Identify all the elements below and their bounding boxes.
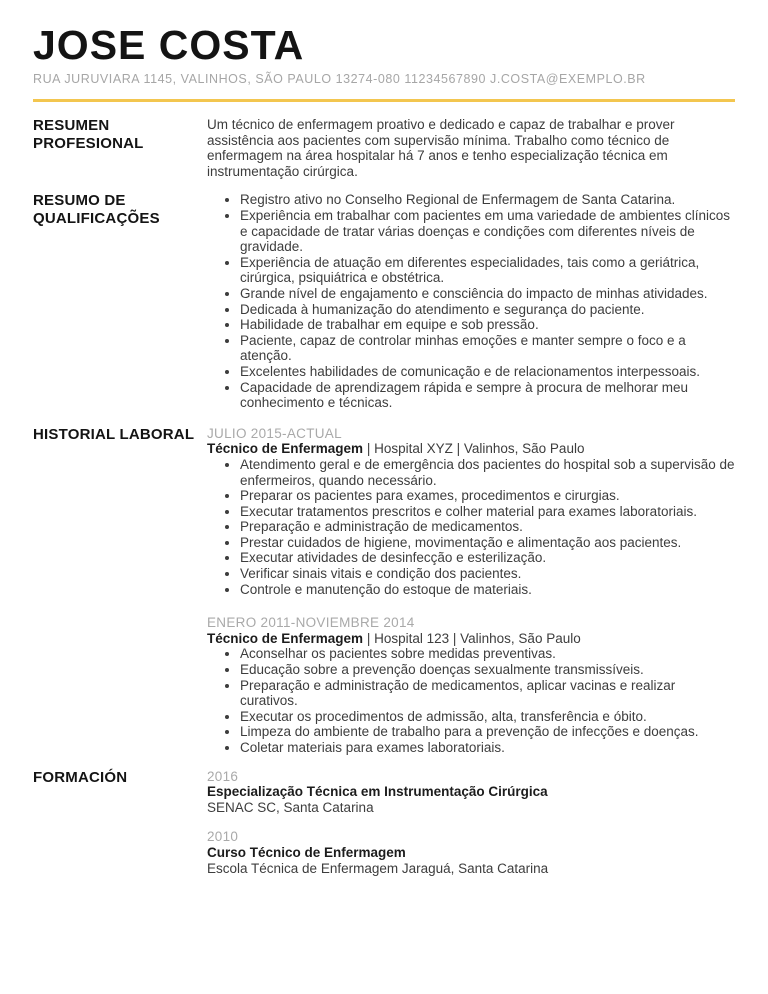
job-duty-item: • Executar os procedimentos de admissão, alta, transferência e óbito. (240, 709, 735, 725)
job-meta: | Hospital XYZ | Valinhos, São Paulo (366, 441, 585, 457)
job-duty-item: • Controle e manutenção do estoque de materiais. (240, 582, 735, 598)
heading-line: RESUMO DE (33, 192, 126, 210)
contact-line: RUA JURUVIARA 1145, VALINHOS, SÃO PAULO 13274-080 11234567890 J.COSTA@EXEMPLO.BR (33, 72, 646, 87)
education-entry (207, 769, 735, 816)
education-year: 2010 (207, 829, 239, 845)
qualification-item: • Experiência em trabalhar com pacientes em uma variedade de ambientes clínicos e capacidade de tratar várias doenças e condições com diferentes níveis de gravidade. (240, 208, 735, 255)
job-title-line (207, 441, 735, 457)
qualification-item: • Habilidade de trabalhar em equipe e sob pressão. (240, 317, 735, 333)
section-heading-work-history: HISTORIAL LABORAL (33, 425, 195, 443)
work-history-body (207, 426, 735, 756)
section-heading-qualifications (33, 192, 207, 228)
heading-line: RESUMEN (33, 117, 110, 135)
section-professional-summary (33, 117, 735, 179)
education-entry (207, 829, 735, 876)
qualifications-body (207, 192, 735, 410)
qualification-item: • Capacidade de aprendizagem rápida e sempre à procura de melhorar meu conhecimento e técnicas. (240, 380, 735, 411)
section-education (33, 769, 735, 877)
resume-header (33, 24, 735, 102)
job-dates: ENERO 2011-NOVIEMBRE 2014 (207, 615, 415, 631)
education-body (207, 769, 735, 877)
heading-line: PROFESIONAL (33, 135, 144, 153)
qualifications-list (207, 192, 735, 410)
job-entry (207, 426, 735, 598)
summary-paragraph: Um técnico de enfermagem proativo e dedicado e capaz de trabalhar e prover assistência aos pacientes com supervisão mínima. Trabalho como técnico de enfermagem na área hospitalar há 7 anos e tenho especialização técnica em instrumentação cirúrgica. (207, 117, 675, 179)
job-entry (207, 615, 735, 755)
section-heading-education: FORMACIÓN (33, 768, 128, 786)
qualification-item: • Experiência de atuação em diferentes especialidades, tais como a geriátrica, cirúrgica, psiquiátrica e obstétrica. (240, 255, 735, 286)
qualification-item: • Excelentes habilidades de comunicação e de relacionamentos interpessoais. (240, 364, 735, 380)
job-meta: | Hospital 123 | Valinhos, São Paulo (366, 630, 581, 646)
job-duty-item: • Executar atividades de desinfecção e esterilização. (240, 550, 735, 566)
qualification-item: • Paciente, capaz de controlar minhas emoções e manter sempre o foco e a atenção. (240, 333, 735, 364)
accent-divider (33, 99, 735, 102)
education-school: Escola Técnica de Enfermagem Jaraguá, Santa Catarina (207, 860, 549, 876)
qualification-item: • Registro ativo no Conselho Regional de Enfermagem de Santa Catarina. (240, 192, 735, 208)
candidate-name: JOSE COSTA (33, 22, 305, 68)
education-title: Curso Técnico de Enfermagem (207, 844, 406, 860)
section-work-history (33, 426, 735, 756)
job-duty-item: • Executar tratamentos prescritos e colher material para exames laboratoriais. (240, 504, 735, 520)
job-duty-item: • Preparação e administração de medicamentos, aplicar vacinas e realizar curativos. (240, 678, 735, 709)
job-duty-item: • Limpeza do ambiente de trabalho para a prevenção de infecções e doenças. (240, 724, 735, 740)
job-duty-item: • Atendimento geral e de emergência dos pacientes do hospital sob a supervisão de enfermeiros, quando necessário. (240, 457, 735, 488)
summary-body (207, 117, 735, 179)
section-qualifications (33, 192, 735, 410)
job-duty-item: • Educação sobre a prevenção doenças sexualmente transmissíveis. (240, 662, 735, 678)
qualification-item: • Grande nível de engajamento e consciência do impacto de minhas atividades. (240, 286, 735, 302)
job-duty-item: • Preparar os pacientes para exames, procedimentos e cirurgias. (240, 488, 735, 504)
section-heading-summary (33, 117, 207, 153)
job-duty-item: • Aconselhar os pacientes sobre medidas preventivas. (240, 646, 735, 662)
job-title: Técnico de Enfermagem (207, 630, 364, 646)
job-title: Técnico de Enfermagem (207, 441, 364, 457)
job-duty-item: • Verificar sinais vitais e condição dos pacientes. (240, 566, 735, 582)
education-year: 2016 (207, 768, 239, 784)
job-title-line (207, 631, 735, 647)
education-title: Especialização Técnica em Instrumentação Cirúrgica (207, 784, 548, 800)
job-dates: JULIO 2015-ACTUAL (207, 425, 342, 441)
job-duty-item: • Coletar materiais para exames laboratoriais. (240, 740, 735, 756)
job-duty-item: • Prestar cuidados de higiene, movimentação e alimentação aos pacientes. (240, 535, 735, 551)
job-duty-item: • Preparação e administração de medicamentos. (240, 519, 735, 535)
job-duties-list (207, 457, 735, 597)
qualification-item: • Dedicada à humanização do atendimento e segurança do paciente. (240, 302, 735, 318)
job-duties-list (207, 646, 735, 755)
education-school: SENAC SC, Santa Catarina (207, 799, 374, 815)
heading-line: QUALIFICAÇÕES (33, 210, 160, 228)
